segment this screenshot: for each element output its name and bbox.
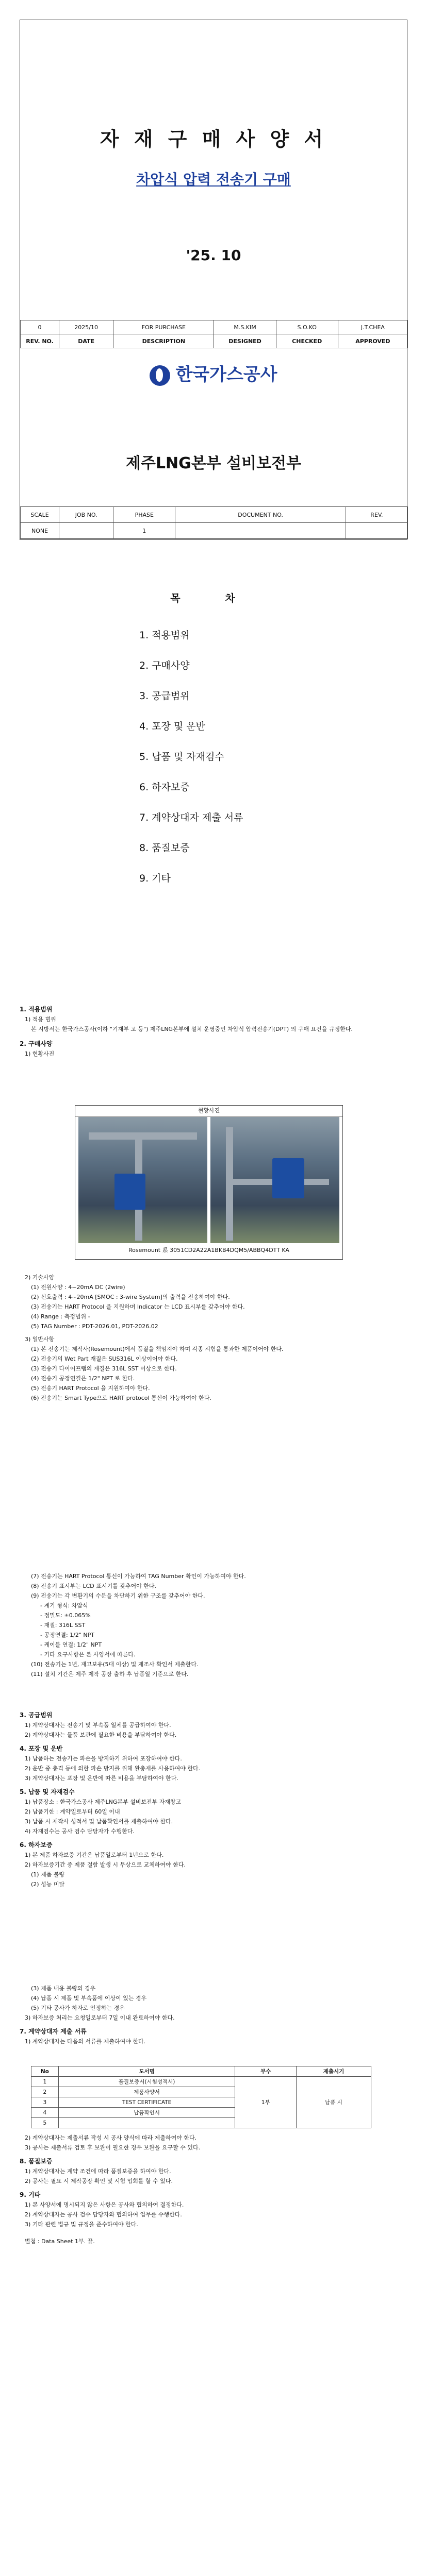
table-cell: 제품사양서	[58, 2087, 235, 2097]
paragraph: (3) 제품 내용 불량의 경우	[31, 1985, 96, 1992]
paragraph: (3) 전송기 다이어프램의 재질은 316L SST 이상으로 한다.	[31, 1365, 177, 1372]
company-logo	[20, 360, 407, 386]
toc-item[interactable]: 5. 납품 및 자재검수	[139, 751, 224, 762]
paragraph: (4) 전송기 공정연결은 1/2" NPT 로 한다.	[31, 1375, 135, 1382]
paragraph: 본 시방서는 한국가스공사(이하 "기재부 고 등") 제주LNG본부에 설치 운영중인 차압식 압력전송기(DPT) 의 구매 요건을 규정한다.	[31, 1026, 353, 1032]
doc-cell: 1	[113, 523, 175, 539]
toc-item[interactable]: 9. 기타	[139, 873, 171, 884]
photo-caption: Rosemount 系 3051CD2A22A1BKB4DQM5/ABBQ4DTT KA	[128, 1247, 289, 1253]
paragraph: 1) 계약상대자는 계약 조건에 따라 품질보증을 하여야 한다.	[25, 2168, 171, 2175]
paragraph: 1) 적용 범위	[25, 1016, 56, 1023]
paragraph: (10) 전송기는 1년, 재고보유(5대 이상) 및 제조사 확인서 제출한다.	[31, 1661, 199, 1668]
paragraph: (11) 설치 기간은 제주 제작 공장 출하 후 납품일 기준으로 한다.	[31, 1671, 189, 1677]
table-header: 부수	[235, 2066, 297, 2077]
list-item: - 재질: 316L SST	[40, 1622, 86, 1629]
paragraph: 3) 계약상대자는 포장 및 운반에 따른 비용을 부담하여야 한다.	[25, 1775, 178, 1782]
table-header: 도서명	[58, 2066, 235, 2077]
table-cell: 5	[31, 2118, 59, 2128]
rev-header: APPROVED	[338, 334, 407, 348]
rev-cell: M.S.KIM	[214, 320, 276, 334]
list-item: - 계기 형식: 차압식	[40, 1602, 88, 1609]
rev-header: DATE	[59, 334, 113, 348]
doc-header: DOCUMENT NO.	[175, 507, 346, 523]
toc-item[interactable]: 3. 공급범위	[139, 690, 190, 702]
paragraph: (2) 전송기의 Wet Part 재질은 SUS316L 이상이어야 한다.	[31, 1355, 178, 1362]
paragraph: (2) 신호출력 : 4~20mA [SMOC : 3-wire System]의 출력을 전송하여야 한다.	[31, 1294, 230, 1300]
section-heading: 8. 품질보증	[20, 2158, 53, 2165]
section-heading: 1. 적용범위	[20, 1006, 53, 1013]
doc-header: JOB NO.	[59, 507, 113, 523]
toc-item[interactable]: 6. 하자보증	[139, 782, 190, 793]
section-supply	[20, 1710, 407, 1889]
paragraph: 1) 계약상대자는 전송기 및 부속품 일체를 공급하여야 한다.	[25, 1722, 171, 1728]
rev-header: REV. NO.	[21, 334, 59, 348]
paragraph: (9) 전송기는 각 변환기의 수분을 차단하기 위한 구조를 갖추어야 한다.	[31, 1592, 205, 1599]
paragraph: (5) TAG Number : PDT-2026.01, PDT-2026.02	[31, 1323, 158, 1330]
toc-list	[139, 628, 346, 901]
section-scope	[20, 1005, 407, 1059]
section-closing	[20, 2133, 407, 2246]
toc-item[interactable]: 2. 구매사양	[139, 660, 190, 671]
photo-header: 현황사진	[75, 1106, 342, 1116]
table-cell: 납품확인서	[58, 2108, 235, 2118]
section-heading: 9. 기타	[20, 2191, 41, 2198]
paragraph: (3) 전송기는 HART Protocol 을 지원하며 Indicator 는 LCD 표시부를 갖추어야 한다.	[31, 1303, 245, 1310]
rev-cell: 2025/10	[59, 320, 113, 334]
table-cell: TEST CERTIFICATE	[58, 2097, 235, 2108]
revision-table	[20, 320, 408, 348]
transmitter-photo-left	[78, 1117, 207, 1243]
table-cell: 2	[31, 2087, 59, 2097]
list-item: - 기타 요구사항은 본 사양서에 따른다.	[40, 1651, 136, 1658]
paragraph: (2) 성능 미달	[31, 1881, 65, 1888]
paragraph: 3) 공사는 제출서류 검토 후 보완이 필요한 경우 보완을 요구할 수 있다.	[25, 2144, 201, 2151]
paragraph: 2) 계약상대자는 제출서류 작성 시 공사 양식에 따라 제출하여야 한다.	[25, 2134, 197, 2141]
paragraph: 3) 납품 시 제작사 성적서 및 납품확인서를 제출하여야 한다.	[25, 1818, 173, 1825]
section-heading: 7. 계약상대자 제출 서류	[20, 2028, 87, 2035]
table-cell: 1	[31, 2077, 59, 2087]
doc-cell	[175, 523, 346, 539]
doc-header: REV.	[346, 507, 407, 523]
transmitter-photo-right	[210, 1117, 339, 1243]
cover-subtitle: 차압식 압력 전송기 구매	[136, 171, 291, 188]
doc-cell	[59, 523, 113, 539]
paragraph: 2) 운반 중 충격 등에 의한 파손 방지를 위해 완충재를 사용하여야 한다.	[25, 1765, 201, 1772]
toc-item[interactable]: 1. 적용범위	[139, 630, 190, 641]
table-cell: 3	[31, 2097, 59, 2108]
section-heading: 6. 하자보증	[20, 1841, 53, 1849]
doc-cell: NONE	[21, 523, 59, 539]
rev-header: DESCRIPTION	[113, 334, 214, 348]
list-item: - 정밀도: ±0.065%	[40, 1612, 91, 1619]
toc-item[interactable]: 4. 포장 및 운반	[139, 721, 206, 732]
table-cell: 4	[31, 2108, 59, 2118]
paragraph: 1) 본 제품 하자보증 기간은 납품일로부터 1년으로 한다.	[25, 1852, 164, 1858]
paragraph: 2) 납품기한 : 계약일로부터 60일 이내	[25, 1808, 120, 1815]
paragraph: (1) 전원사양 : 4~20mA DC (2wire)	[31, 1284, 125, 1291]
paragraph: 2) 하자보증기간 중 제품 결함 발생 시 무상으로 교체하여야 한다.	[25, 1861, 186, 1868]
company-name: 한국가스공사	[175, 364, 277, 385]
table-cell: 납품 시	[297, 2077, 371, 2128]
document-table	[20, 506, 408, 539]
section-heading: 2. 구매사양	[20, 1040, 53, 1047]
paragraph: 2) 공사는 필요 시 제작공장 확인 및 시험 입회를 할 수 있다.	[25, 2178, 173, 2184]
paragraph: 3) 하자보증 처리는 요청일로부터 7일 이내 완료하여야 한다.	[25, 2014, 175, 2021]
table-cell: 1부	[235, 2077, 297, 2128]
section-heading: 4. 포장 및 운반	[20, 1745, 63, 1752]
paragraph: 3) 기타 관련 법규 및 규정을 준수하여야 한다.	[25, 2221, 138, 2228]
section-warranty-continued	[20, 1984, 407, 2046]
paragraph: (6) 전송기는 Smart Type으로 HART protocol 통신이 가능하여야 한다.	[31, 1395, 211, 1401]
table-header: No	[31, 2066, 59, 2077]
paragraph: 1) 납품장소 : 한국가스공사 제주LNG본부 설비보전부 자재창고	[25, 1799, 182, 1805]
rev-header: CHECKED	[276, 334, 338, 348]
paragraph: 1) 계약상대자는 다음의 서류를 제출하여야 한다.	[25, 2038, 146, 2045]
site-name: 제주LNG본부 설비보전부	[125, 454, 302, 472]
table-header: 제출시기	[297, 2066, 371, 2077]
paragraph: (1) 제품 불량	[31, 1871, 65, 1878]
cover-date: '25. 10	[186, 247, 241, 264]
doc-header: PHASE	[113, 507, 175, 523]
attachment-note: 별첨 : Data Sheet 1부. 끝.	[25, 2238, 95, 2245]
deliverables-table	[31, 2066, 371, 2128]
rev-cell: J.T.CHEA	[338, 320, 407, 334]
paragraph: (4) Range : 측정범위 -	[31, 1313, 90, 1320]
paragraph: 1) 본 사양서에 명시되지 않은 사항은 공사와 협의하여 결정한다.	[25, 2201, 184, 2208]
section-specs	[20, 1273, 407, 1403]
paragraph: (1) 본 전송기는 제작사(Rosemount)에서 품질을 책임져야 하며 각종 시험을 통과한 제품이어야 한다.	[31, 1346, 284, 1352]
toc-item[interactable]: 7. 계약상대자 제출 서류	[139, 812, 243, 823]
cover-title: 자 재 구 매 사 양 서	[100, 128, 327, 150]
rev-cell: S.O.KO	[276, 320, 338, 334]
list-item: - 공정연결: 1/2" NPT	[40, 1632, 95, 1638]
paragraph: 3) 일반사항	[25, 1336, 55, 1343]
paragraph: 1) 현황사진	[25, 1050, 55, 1057]
paragraph: 2) 계약상대자는 물품 보관에 필요한 비용을 부담하여야 한다.	[25, 1732, 177, 1738]
table-cell: 품질보증서(시험성적서)	[58, 2077, 235, 2087]
paragraph: (4) 납품 시 제품 및 부속품에 이상이 있는 경우	[31, 1995, 147, 2002]
section-heading: 3. 공급범위	[20, 1711, 53, 1719]
rev-cell: FOR PURCHASE	[113, 320, 214, 334]
table-cell	[58, 2118, 235, 2128]
cover-page	[20, 20, 407, 540]
table-row	[31, 2077, 371, 2087]
kogas-logo-icon	[150, 365, 170, 386]
doc-header: SCALE	[21, 507, 59, 523]
paragraph: 2) 계약상대자는 공사 검수 담당자와 협의하여 업무를 수행한다.	[25, 2211, 182, 2218]
paragraph: 4) 자재검수는 공사 검수 담당자가 수행한다.	[25, 1828, 135, 1835]
rev-cell: 0	[21, 320, 59, 334]
doc-cell	[346, 523, 407, 539]
paragraph: (5) 전송기 HART Protocol 을 지원하여야 한다.	[31, 1385, 150, 1392]
section-specs-continued	[20, 1571, 407, 1679]
paragraph: (7) 전송기는 HART Protocol 통신이 가능하여 TAG Number 확인이 가능하여야 한다.	[31, 1573, 246, 1580]
paragraph: (8) 전송기 표시부는 LCD 표시기를 갖추어야 한다.	[31, 1583, 156, 1589]
paragraph: (5) 기타 공사가 하자로 인정하는 경우	[31, 2005, 125, 2011]
toc-title: 목 차	[170, 592, 256, 604]
section-heading: 5. 납품 및 자재검수	[20, 1788, 75, 1795]
paragraph: 1) 납품하는 전송기는 파손을 방지하기 위하여 포장하여야 한다.	[25, 1755, 182, 1762]
toc-item[interactable]: 8. 품질보증	[139, 842, 190, 854]
paragraph: 2) 기술사양	[25, 1274, 55, 1281]
list-item: - 케이블 연결: 1/2" NPT	[40, 1641, 102, 1648]
rev-header: DESIGNED	[214, 334, 276, 348]
status-photo-panel	[75, 1105, 343, 1260]
